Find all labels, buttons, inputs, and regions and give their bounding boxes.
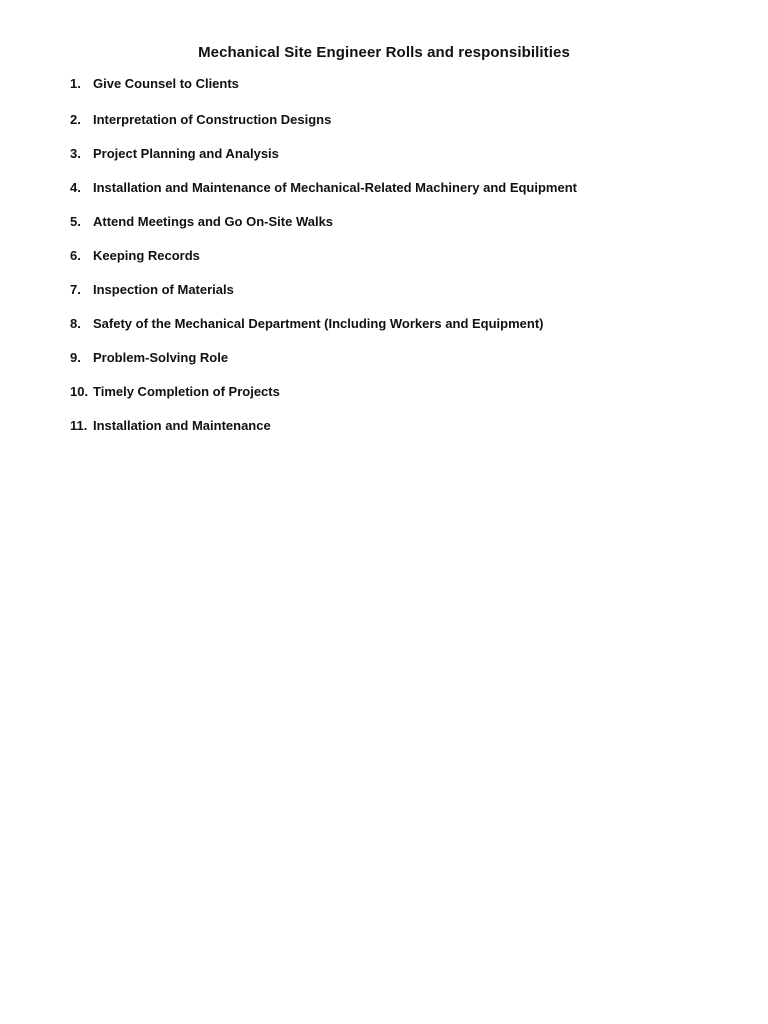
item-text: Keeping Records — [93, 248, 200, 263]
document-title: Mechanical Site Engineer Rolls and responsibilities — [198, 44, 570, 61]
list-item — [70, 180, 577, 214]
item-number: 11. — [70, 418, 88, 433]
item-text: Inspection of Materials — [93, 282, 234, 297]
list-item — [70, 350, 577, 384]
list-item — [70, 112, 577, 146]
item-text: Installation and Maintenance — [93, 418, 271, 433]
list-item — [70, 418, 577, 452]
item-text: Safety of the Mechanical Department (Including Workers and Equipment) — [93, 316, 544, 331]
list-item — [70, 76, 577, 112]
item-number: 5. — [70, 214, 81, 229]
item-number: 2. — [70, 112, 81, 127]
item-text: Interpretation of Construction Designs — [93, 112, 332, 127]
item-number: 7. — [70, 282, 81, 297]
item-number: 8. — [70, 316, 81, 331]
item-number: 10. — [70, 384, 89, 399]
item-number: 3. — [70, 146, 81, 161]
item-text: Problem-Solving Role — [93, 350, 229, 365]
item-number: 4. — [70, 180, 81, 195]
list-item — [70, 248, 577, 282]
item-text: Attend Meetings and Go On-Site Walks — [93, 214, 334, 229]
list-item — [70, 316, 577, 350]
item-text: Give Counsel to Clients — [93, 76, 239, 91]
list-item — [70, 146, 577, 180]
item-text: Project Planning and Analysis — [93, 146, 279, 161]
item-text: Timely Completion of Projects — [93, 384, 280, 399]
item-number: 9. — [70, 350, 81, 365]
item-number: 6. — [70, 248, 81, 263]
list-item — [70, 282, 577, 316]
responsibilities-list — [70, 76, 577, 452]
list-item — [70, 384, 577, 418]
item-text: Installation and Maintenance of Mechanical-Related Machinery and Equipment — [93, 180, 577, 195]
item-number: 1. — [70, 76, 81, 91]
list-item — [70, 214, 577, 248]
